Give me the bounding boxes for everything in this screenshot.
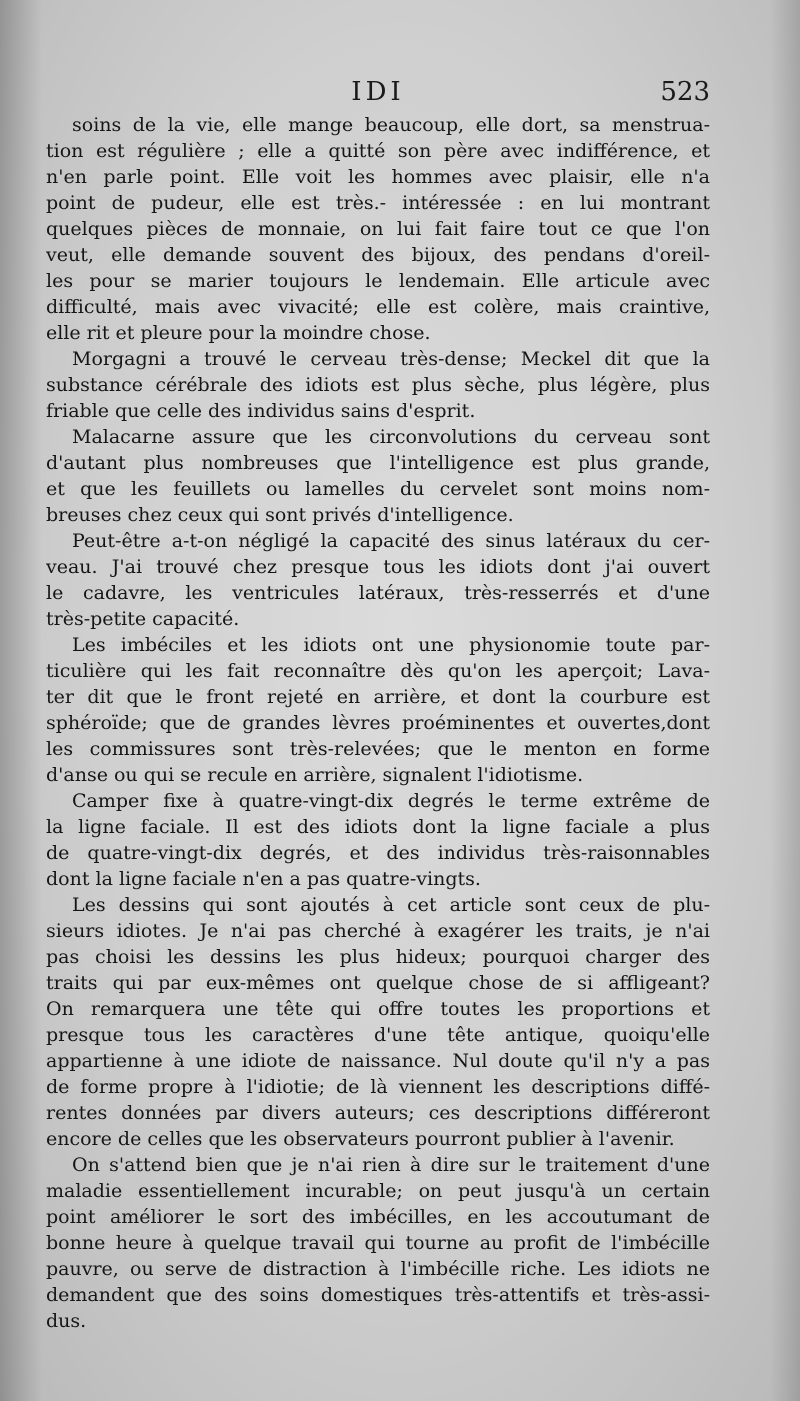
text-line: On s'attend bien que je n'ai rien à dire sur le traitement d'une: [72, 1154, 710, 1176]
text-line: quelques pièces de monnaie, on lui fait faire tout ce que l'on: [46, 218, 710, 240]
text-line: tion est régulière ; elle a quitté son père avec indifférence, et: [46, 140, 710, 162]
paragraph: [46, 112, 710, 346]
text-line: sieurs idiotes. Je n'ai pas cherché à exagérer les traits, je n'ai: [46, 920, 710, 942]
text-line: maladie essentiellement incurable; on peut jusqu'à un certain: [46, 1180, 710, 1202]
text-line: pauvre, ou serve de distraction à l'imbécille riche. Les idiots ne: [46, 1258, 710, 1280]
text-line: rentes données par divers auteurs; ces descriptions différeront: [46, 1102, 710, 1124]
text-line: le cadavre, les ventricules latéraux, très-resserrés et d'une: [46, 582, 710, 604]
text-line: encore de celles que les observateurs pourront publier à l'avenir.: [46, 1128, 675, 1150]
text-line: d'anse ou qui se recule en arrière, signalent l'idiotisme.: [46, 764, 584, 786]
text-line: veau. J'ai trouvé chez presque tous les idiots dont j'ai ouvert: [46, 556, 710, 578]
paragraph: [46, 528, 710, 632]
text-line: les pour se marier toujours le lendemain. Elle articule avec: [46, 270, 710, 292]
text-line: Malacarne assure que les circonvolutions du cerveau sont: [72, 426, 710, 448]
paragraph: [46, 892, 710, 1152]
text-line: très-petite capacité.: [46, 608, 240, 630]
text-line: la ligne faciale. Il est des idiots dont la ligne faciale a plus: [46, 816, 710, 838]
text-line: traits qui par eux-mêmes ont quelque chose de si affligeant?: [46, 972, 710, 994]
running-title: IDI: [351, 77, 405, 107]
text-line: dont la ligne faciale n'en a pas quatre-vingts.: [46, 868, 481, 890]
text-line: pas choisi les dessins les plus hideux; pourquoi charger des: [46, 946, 710, 968]
text-line: appartienne à une idiote de naissance. Nul doute qu'il n'y a pas: [46, 1050, 710, 1072]
text-line: ticulière qui les fait reconnaître dès qu'on les aperçoit; Lava-: [46, 660, 710, 682]
text-line: presque tous les caractères d'une tête antique, quoiqu'elle: [46, 1024, 710, 1046]
body-text: [46, 112, 710, 1334]
text-line: On remarquera une tête qui offre toutes les proportions et: [46, 998, 710, 1020]
text-line: les commissures sont très-relevées; que le menton en forme: [46, 738, 710, 760]
text-line: point améliorer le sort des imbécilles, en les accoutumant de: [46, 1206, 710, 1228]
text-line: Morgagni a trouvé le cerveau très-dense; Meckel dit que la: [72, 348, 710, 370]
paragraph: [46, 346, 710, 424]
text-line: Camper fixe à quatre-vingt-dix degrés le terme extrême de: [72, 790, 710, 812]
text-line: ter dit que le front rejeté en arrière, et dont la courbure est: [46, 686, 710, 708]
text-line: soins de la vie, elle mange beaucoup, elle dort, sa menstrua-: [72, 114, 710, 136]
text-line: sphéroïde; que de grandes lèvres proéminentes et ouvertes,dont: [46, 712, 710, 734]
text-line: d'autant plus nombreuses que l'intelligence est plus grande,: [46, 452, 710, 474]
text-line: breuses chez ceux qui sont privés d'intelligence.: [46, 504, 514, 526]
text-line: n'en parle point. Elle voit les hommes avec plaisir, elle n'a: [46, 166, 710, 188]
paragraph: [46, 632, 710, 788]
text-line: point de pudeur, elle est très.- intéressée : en lui montrant: [46, 192, 710, 214]
text-line: friable que celle des individus sains d'esprit.: [46, 400, 476, 422]
text-line: demandent que des soins domestiques très-attentifs et très-assi-: [46, 1284, 710, 1306]
paragraph: [46, 424, 710, 528]
text-line: veut, elle demande souvent des bijoux, des pendans d'oreil-: [46, 244, 710, 266]
page-number: 523: [660, 77, 710, 107]
text-line: substance cérébrale des idiots est plus sèche, plus légère, plus: [46, 374, 710, 396]
text-line: Peut-être a-t-on négligé la capacité des sinus latéraux du cer-: [72, 530, 710, 552]
text-line: Les imbéciles et les idiots ont une physionomie toute par-: [72, 634, 710, 656]
text-line: et que les feuillets ou lamelles du cervelet sont moins nom-: [46, 478, 710, 500]
running-header: [46, 74, 710, 110]
text-line: Les dessins qui sont ajoutés à cet article sont ceux de plu-: [72, 894, 710, 916]
text-line: bonne heure à quelque travail qui tourne au profit de l'imbécille: [46, 1232, 710, 1254]
text-line: dus.: [46, 1310, 87, 1332]
text-line: elle rit et pleure pour la moindre chose.: [46, 322, 431, 344]
text-line: de quatre-vingt-dix degrés, et des individus très-raisonnables: [46, 842, 710, 864]
text-line: difficulté, mais avec vivacité; elle est colère, mais craintive,: [46, 296, 710, 318]
text-line: de forme propre à l'idiotie; de là viennent les descriptions diffé-: [46, 1076, 710, 1098]
paragraph: [46, 1152, 710, 1334]
paragraph: [46, 788, 710, 892]
